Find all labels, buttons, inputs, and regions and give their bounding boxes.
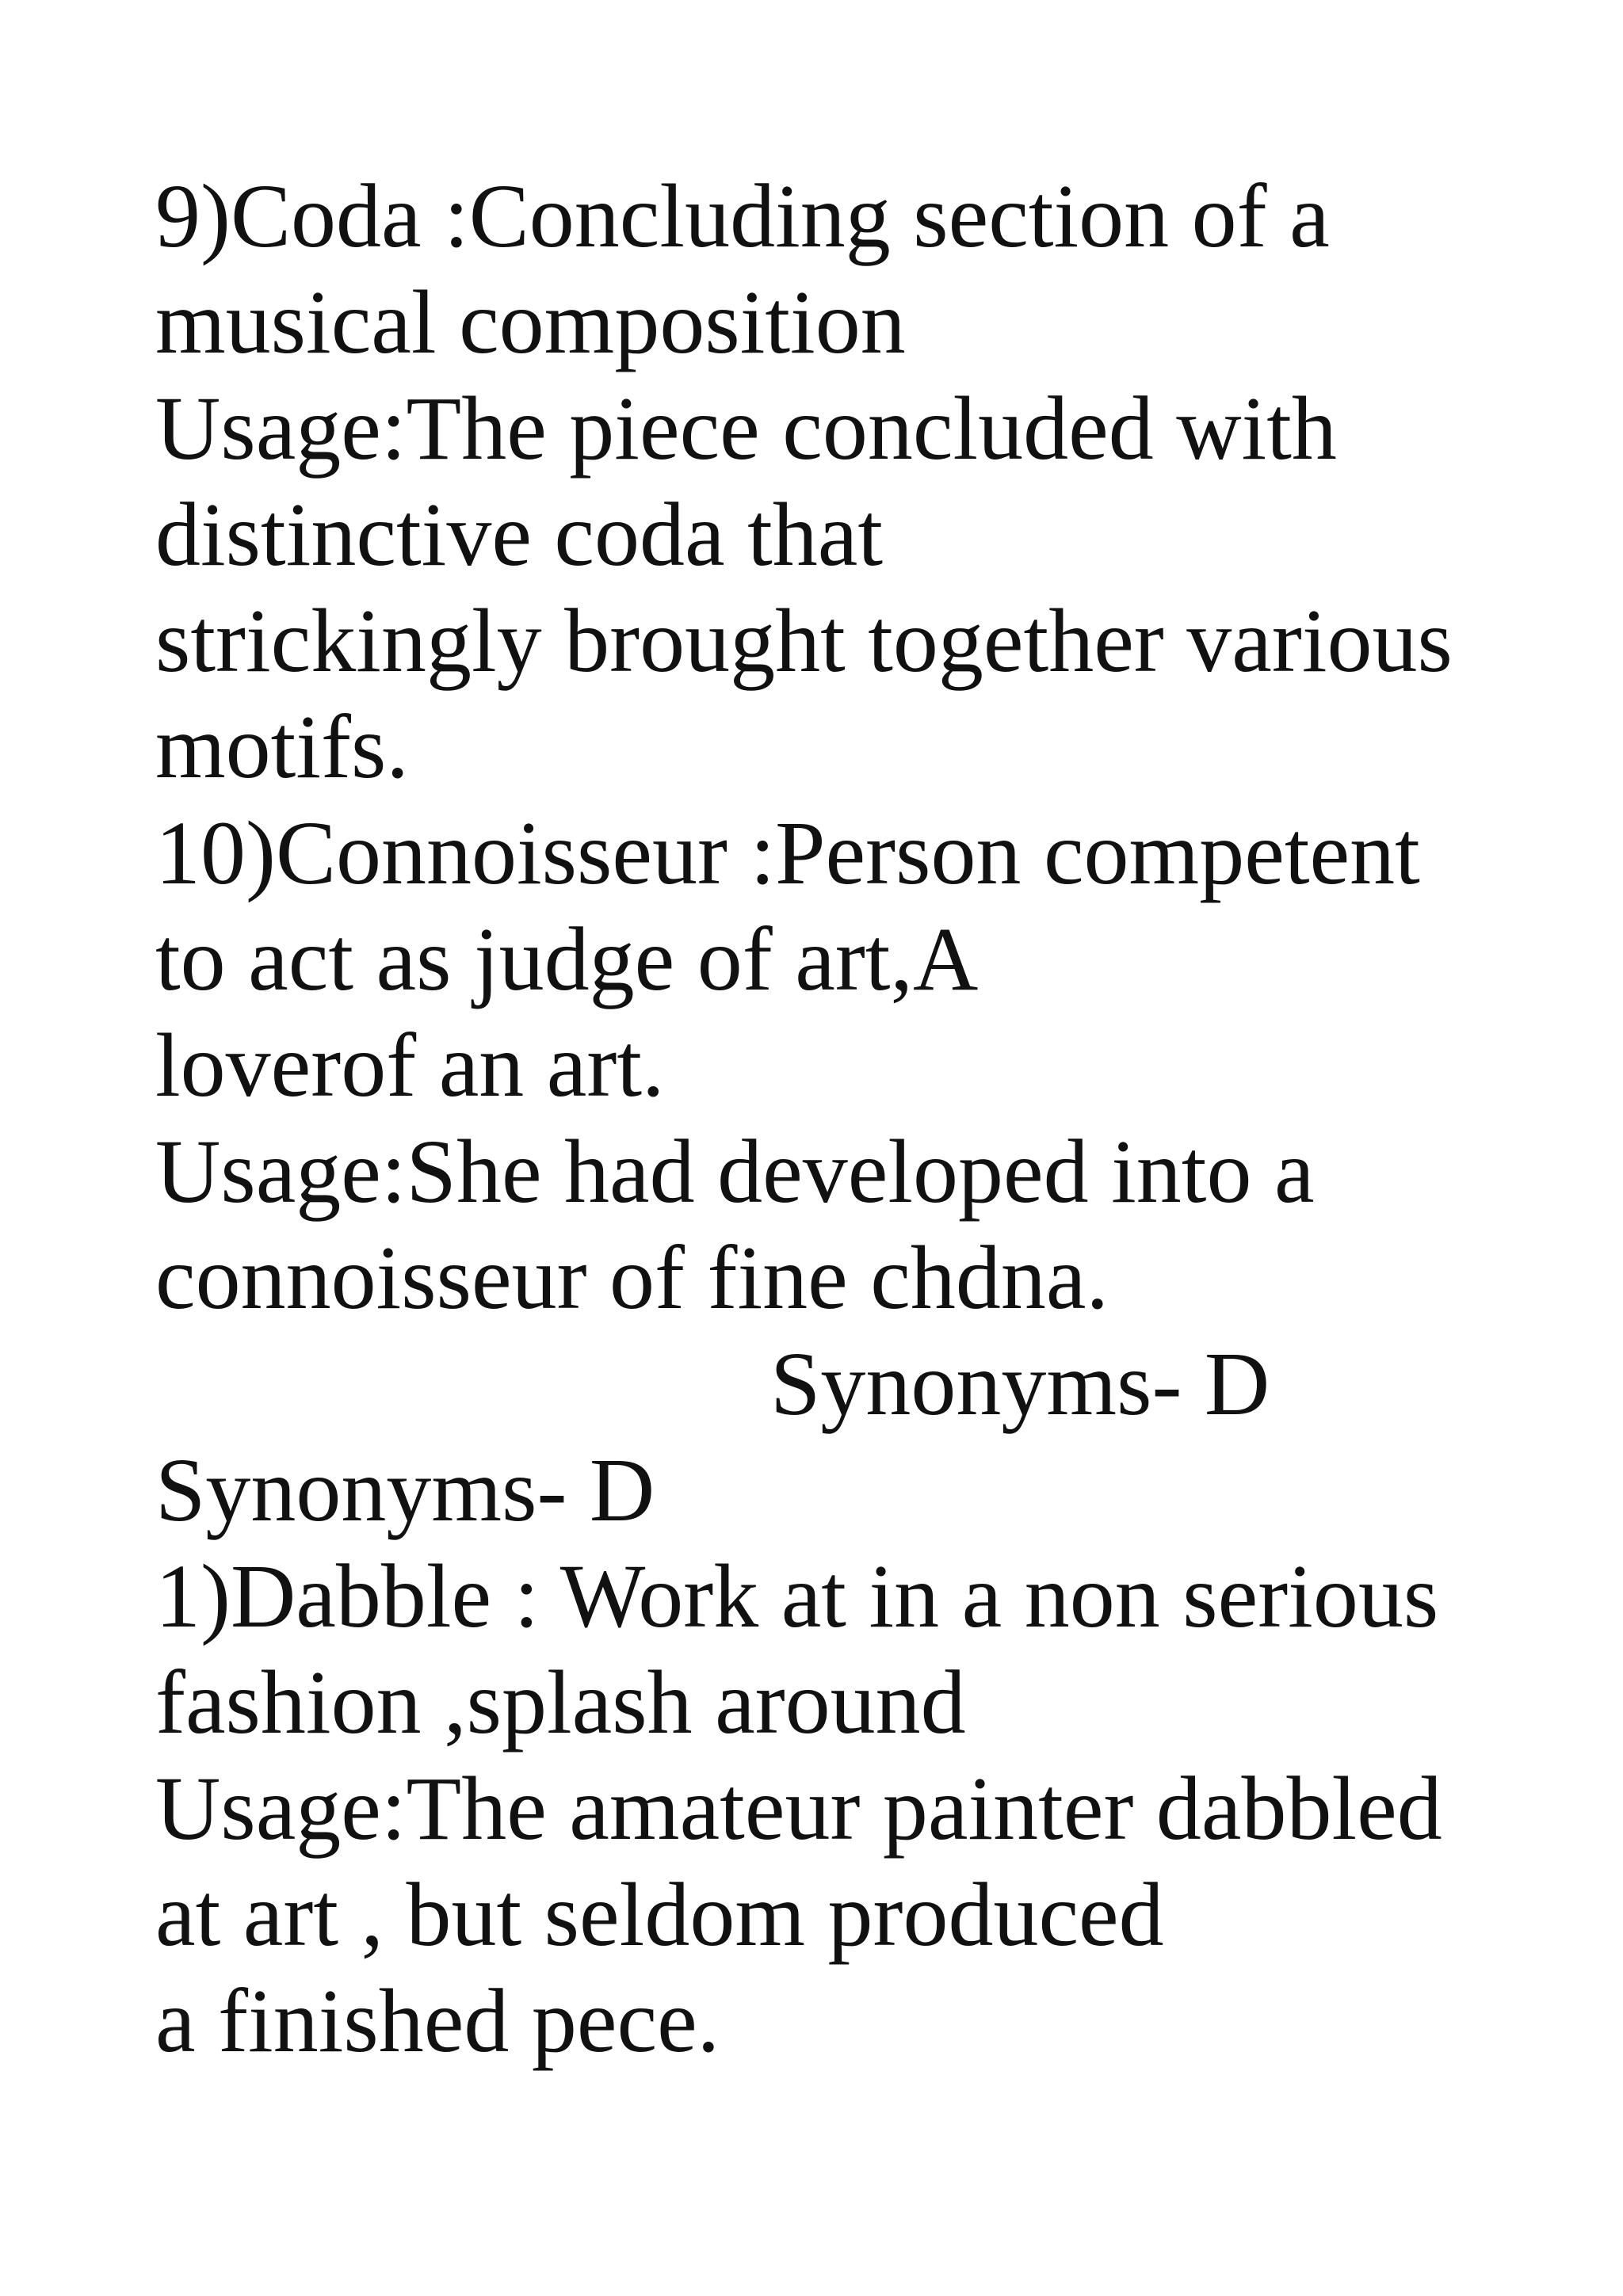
- entry-dabble-usage-line-3: a finished pece.: [155, 1970, 720, 2071]
- entry-connoisseur-usage-line-2: connoisseur of fine chdna.: [155, 1227, 1109, 1328]
- entry-connoisseur-usage-line-1: Usage:She had developed into a: [155, 1121, 1315, 1222]
- entry-coda-usage-line-1: Usage:The piece concluded with: [155, 378, 1337, 479]
- entry-connoisseur-definition-line-2: to act as judge of art,A: [155, 909, 979, 1009]
- document-body: [155, 163, 1598, 2074]
- entry-coda-usage-line-3: strickingly brought together various: [155, 590, 1453, 691]
- entry-coda-definition-line-1: 9)Coda :Concluding section of a: [155, 166, 1330, 266]
- entry-connoisseur-definition-line-3: loverof an art.: [155, 1015, 665, 1116]
- entry-dabble-definition-line-1: 1)Dabble : Work at in a non serious: [155, 1546, 1439, 1646]
- entry-dabble-usage-line-2: at art , but seldom produced: [155, 1864, 1164, 1965]
- entry-coda-usage-line-2: distinctive coda that: [155, 484, 884, 585]
- section-subheading: Synonyms- D: [155, 1440, 655, 1540]
- entry-coda-usage-line-4: motifs.: [155, 696, 409, 797]
- entry-coda-definition-line-2: musical composition: [155, 272, 906, 372]
- entry-connoisseur-definition-line-1: 10)Connoisseur :Person competent: [155, 803, 1420, 903]
- entry-dabble-usage-line-1: Usage:The amateur painter dabbled: [155, 1758, 1442, 1859]
- section-heading: Synonyms- D: [770, 1333, 1270, 1434]
- entry-dabble-definition-line-2: fashion ,splash around: [155, 1652, 966, 1753]
